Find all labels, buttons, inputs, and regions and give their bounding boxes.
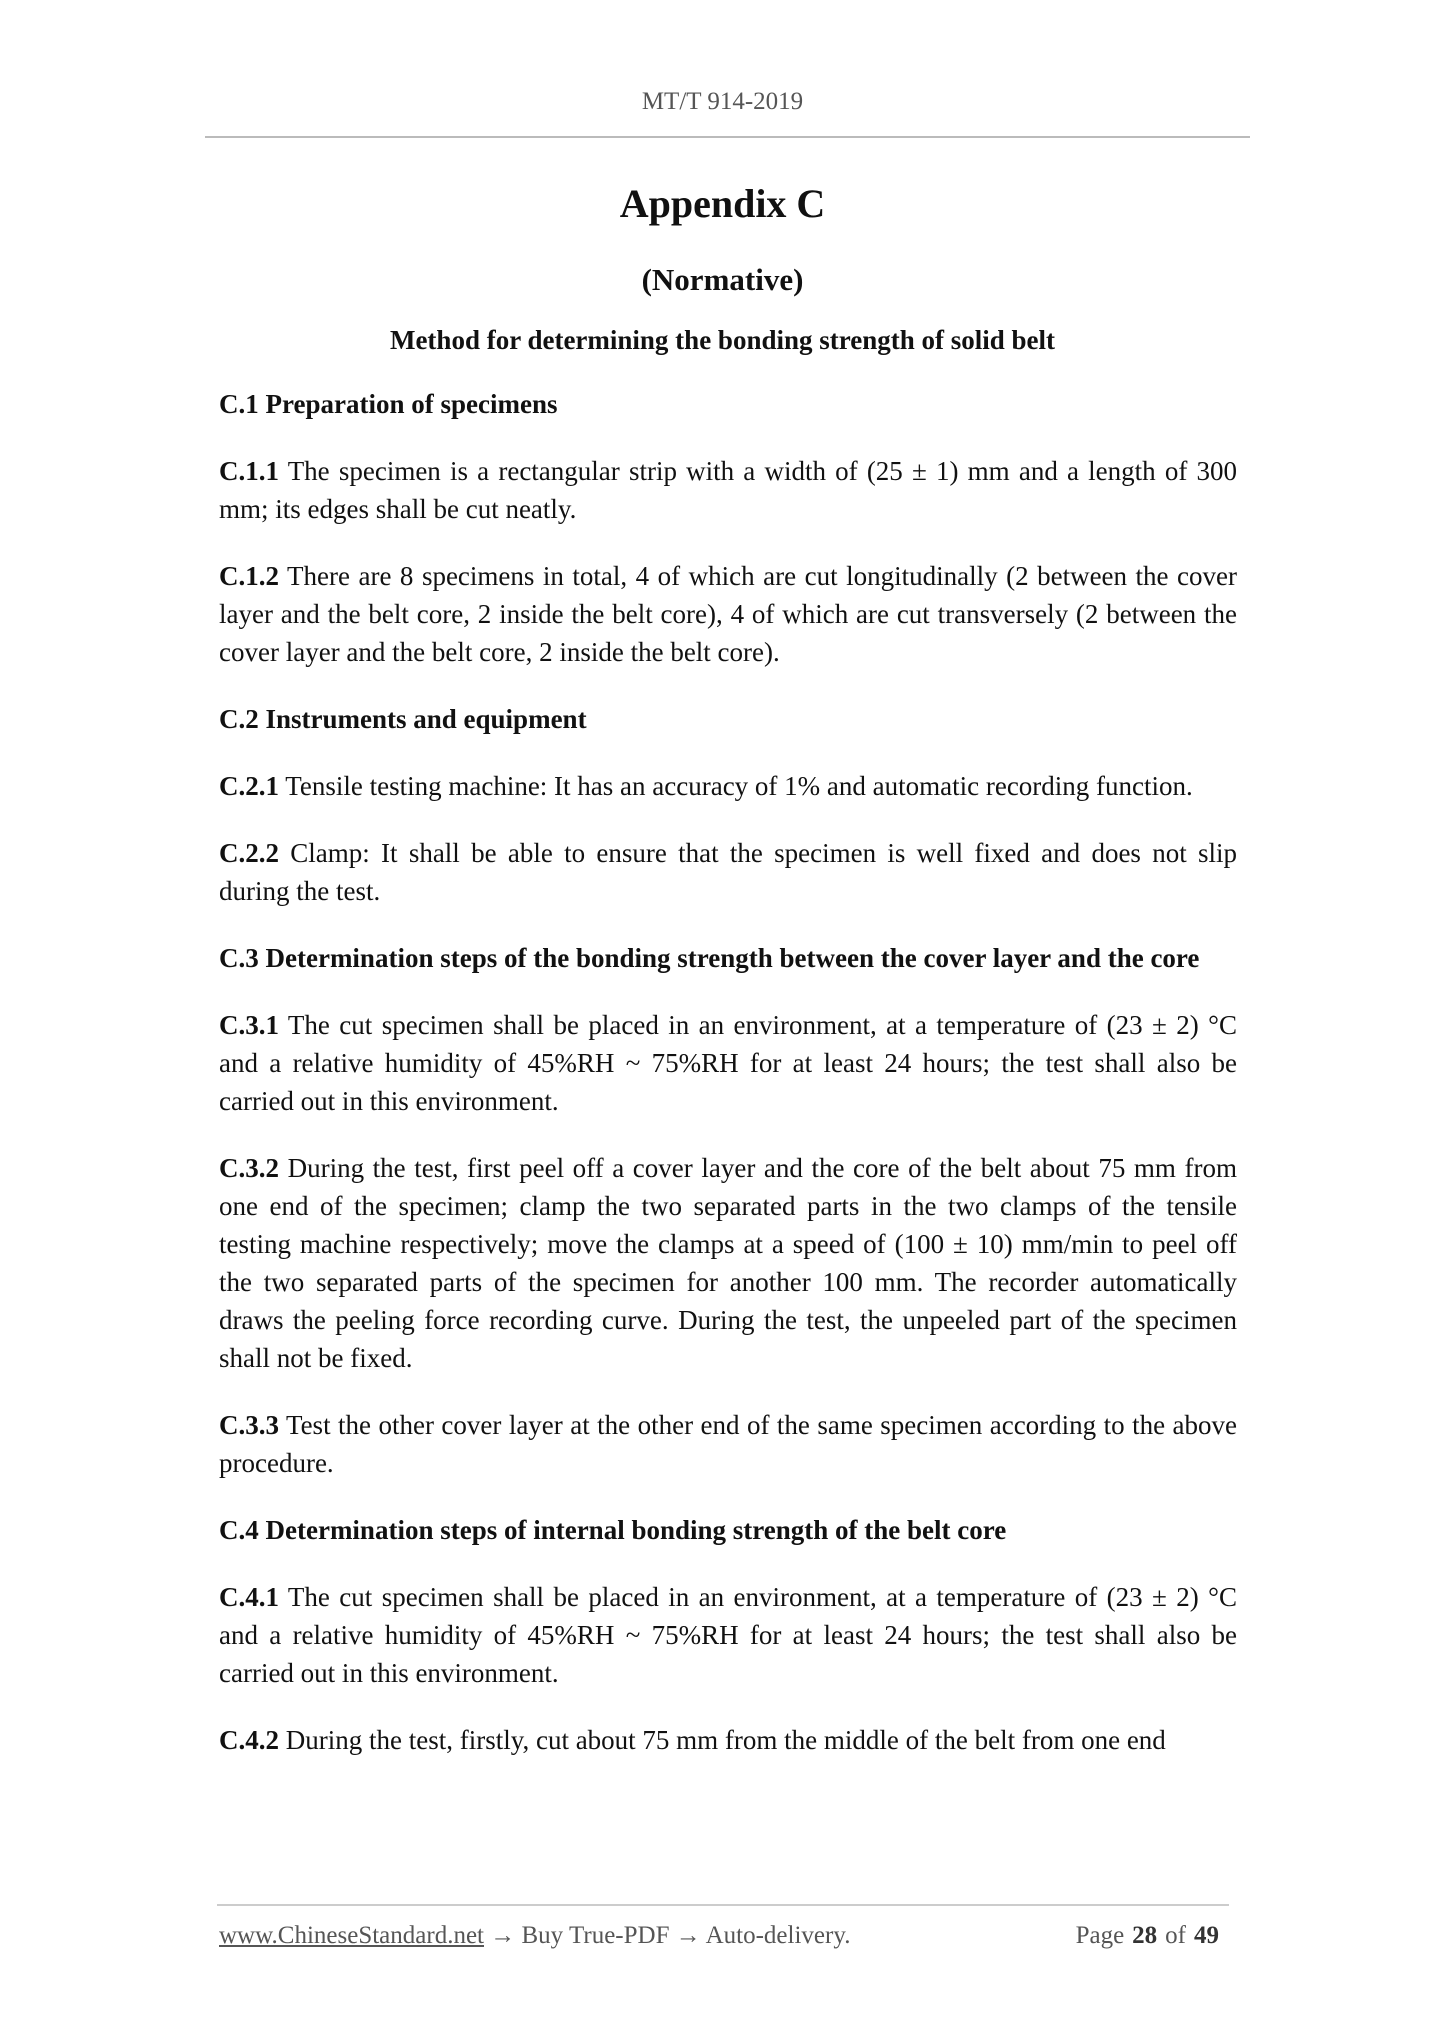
clause-number: C.3.2 bbox=[219, 1153, 279, 1183]
clause-text: During the test, firstly, cut about 75 mm from the middle of the belt from one end bbox=[279, 1725, 1166, 1755]
clause-paragraph bbox=[219, 1721, 1237, 1759]
section-heading: C.2 Instruments and equipment bbox=[219, 704, 587, 734]
footer-promo bbox=[219, 1922, 850, 1950]
clause-number: C.4.2 bbox=[219, 1725, 279, 1755]
clause-paragraph bbox=[219, 767, 1237, 805]
clause-number: C.1.2 bbox=[219, 561, 279, 591]
total-pages-number: 49 bbox=[1194, 1922, 1219, 1949]
clause-text: The cut specimen shall be placed in an environment, at a temperature of (23 ± 2) °C and a relative humidity of 45%RH ~ 75%RH for at least 24 hours; the test shall also be carried out in this environment. bbox=[219, 1582, 1237, 1688]
clause-number: C.1.1 bbox=[219, 456, 279, 486]
clause-text: There are 8 specimens in total, 4 of which are cut longitudinally (2 between the cover layer and the belt core, 2 inside the belt core), 4 of which are cut transversely (2 between the cover layer and the belt core, 2 inside the belt core). bbox=[219, 561, 1237, 667]
clause-text: Clamp: It shall be able to ensure that the specimen is well fixed and does not slip during the test. bbox=[219, 838, 1237, 906]
clause-text: Tensile testing machine: It has an accuracy of 1% and automatic recording function. bbox=[279, 771, 1193, 801]
clause-number: C.2.2 bbox=[219, 838, 279, 868]
website-link[interactable]: www.ChineseStandard.net bbox=[219, 1922, 484, 1949]
clause-paragraph bbox=[219, 557, 1237, 671]
section-heading: C.4 Determination steps of internal bonding strength of the belt core bbox=[219, 1515, 1007, 1545]
document-body bbox=[219, 385, 1237, 1788]
appendix-title: Appendix C bbox=[619, 181, 826, 226]
page-indicator bbox=[1076, 1922, 1227, 1950]
clause-paragraph bbox=[219, 834, 1237, 910]
clause-text: The specimen is a rectangular strip with a width of (25 ± 1) mm and a length of 300 mm; its edges shall be cut neatly. bbox=[219, 456, 1237, 524]
arrow-right-icon: → bbox=[490, 1922, 516, 1949]
clause-number: C.2.1 bbox=[219, 771, 279, 801]
header-standard-code: MT/T 914-2019 bbox=[641, 88, 804, 115]
current-page-number: 28 bbox=[1132, 1922, 1158, 1949]
of-label: of bbox=[1165, 1922, 1186, 1949]
clause-number: C.4.1 bbox=[219, 1582, 279, 1612]
clause-paragraph bbox=[219, 1149, 1237, 1377]
section-heading: C.3 Determination steps of the bonding strength between the cover layer and the core bbox=[219, 943, 1200, 973]
clause-text: During the test, first peel off a cover layer and the core of the belt about 75 mm from one end of the specimen; clamp the two separated parts in the two clamps of the tensile testing machine respectively; move the clamps at a speed of (100 ± 10) mm/min to peel off the two separated parts of the specimen for another 100 mm. The recorder automatically draws the peeling force recording curve. During the test, the unpeeled part of the specimen shall not be fixed. bbox=[219, 1153, 1237, 1373]
clause-number: C.3.3 bbox=[219, 1410, 279, 1440]
clause-number: C.3.1 bbox=[219, 1010, 279, 1040]
footer-divider bbox=[217, 1904, 1229, 1906]
section-heading: C.1 Preparation of specimens bbox=[219, 389, 558, 419]
clause-paragraph bbox=[219, 452, 1237, 528]
delivery-text: Auto-delivery. bbox=[705, 1922, 851, 1949]
method-title: Method for determining the bonding strength of solid belt bbox=[389, 325, 1056, 355]
clause-text: The cut specimen shall be placed in an environment, at a temperature of (23 ± 2) °C and a relative humidity of 45%RH ~ 75%RH for at least 24 hours; the test shall also be carried out in this environment. bbox=[219, 1010, 1237, 1116]
clause-paragraph bbox=[219, 1006, 1237, 1120]
buy-pdf-text: Buy True-PDF bbox=[521, 1922, 670, 1949]
header-divider bbox=[205, 136, 1250, 138]
clause-paragraph bbox=[219, 1578, 1237, 1692]
clause-text: Test the other cover layer at the other end of the same specimen according to the above procedure. bbox=[219, 1410, 1237, 1478]
clause-paragraph bbox=[219, 1406, 1237, 1482]
arrow-right-icon: → bbox=[675, 1922, 701, 1949]
appendix-subtitle: (Normative) bbox=[641, 262, 804, 297]
page-label: Page bbox=[1075, 1922, 1125, 1949]
